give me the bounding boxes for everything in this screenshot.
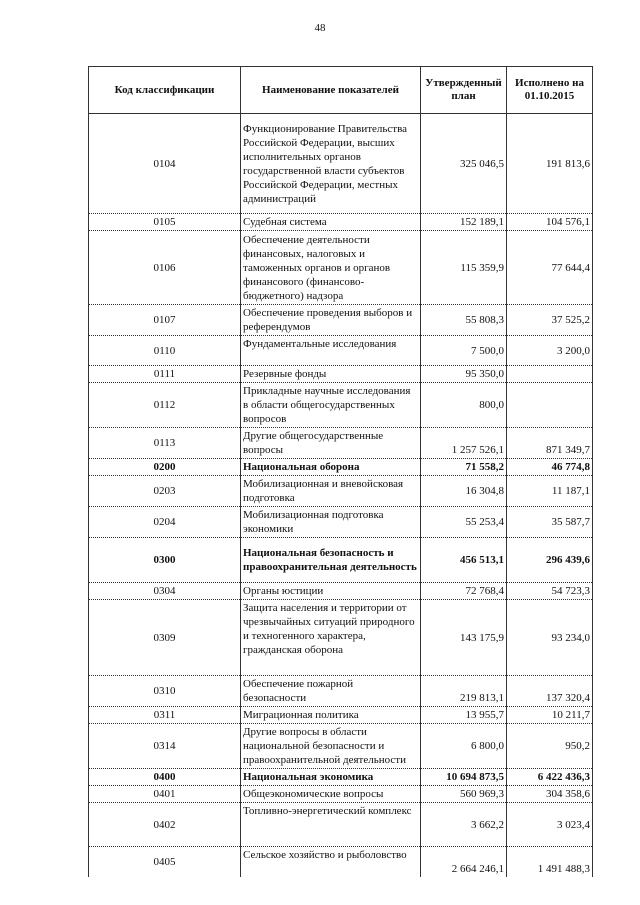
plan-cell: 1 257 526,1 [421,428,507,459]
plan-cell: 6 800,0 [421,724,507,769]
done-cell: 3 200,0 [507,336,593,366]
table-row [89,231,593,305]
name-cell: Мобилизационная и вневойсковая подготовка [241,476,421,507]
name-cell: Топливно-энергетический комплекс [241,803,421,847]
table-row [89,786,593,803]
plan-cell: 10 694 873,5 [421,769,507,786]
code-cell: 0311 [89,707,241,724]
name-cell: Мобилизационная подготовка экономики [241,507,421,538]
plan-cell: 71 558,2 [421,459,507,476]
done-cell: 137 320,4 [507,676,593,707]
name-cell: Другие вопросы в области национальной безопасности и правоохранительной деятельности [241,724,421,769]
column-header-plan: Утвержденный план [421,67,507,114]
done-cell: 296 439,6 [507,538,593,583]
table-row [89,676,593,707]
name-cell: Судебная система [241,214,421,231]
table-row [89,336,593,366]
done-cell: 37 525,2 [507,305,593,336]
column-header-code: Код классификации [89,67,241,114]
name-cell: Обеспечение деятельности финансовых, налоговых и таможенных органов и органов финансового (финансово-бюджетного) надзора [241,231,421,305]
code-cell: 0104 [89,114,241,214]
done-cell: 54 723,3 [507,583,593,600]
done-cell [507,383,593,428]
budget-table [88,66,593,877]
done-cell: 871 349,7 [507,428,593,459]
code-cell: 0203 [89,476,241,507]
name-cell: Резервные фонды [241,366,421,383]
name-cell: Защита населения и территории от чрезвычайных ситуаций природного и техногенного характера, гражданская оборона [241,600,421,676]
name-cell: Прикладные научные исследования в области общегосударственных вопросов [241,383,421,428]
table-row-section [89,459,593,476]
plan-cell: 13 955,7 [421,707,507,724]
done-cell: 3 023,4 [507,803,593,847]
done-cell: 93 234,0 [507,600,593,676]
code-cell: 0310 [89,676,241,707]
name-cell: Обеспечение проведения выборов и референдумов [241,305,421,336]
code-cell: 0309 [89,600,241,676]
code-cell: 0405 [89,847,241,877]
done-cell: 104 576,1 [507,214,593,231]
done-cell: 191 813,6 [507,114,593,214]
code-cell: 0200 [89,459,241,476]
table-row-section [89,538,593,583]
done-cell: 35 587,7 [507,507,593,538]
plan-cell: 800,0 [421,383,507,428]
plan-cell: 2 664 246,1 [421,847,507,877]
code-cell: 0113 [89,428,241,459]
name-cell: Органы юстиции [241,583,421,600]
code-cell: 0400 [89,769,241,786]
code-cell: 0112 [89,383,241,428]
table-header-row [89,67,593,114]
plan-cell: 219 813,1 [421,676,507,707]
name-cell: Фундаментальные исследования [241,336,421,366]
done-cell: 1 491 488,3 [507,847,593,877]
table-row [89,428,593,459]
table-row [89,366,593,383]
code-cell: 0204 [89,507,241,538]
done-cell: 10 211,7 [507,707,593,724]
code-cell: 0105 [89,214,241,231]
code-cell: 0111 [89,366,241,383]
table-row [89,724,593,769]
name-cell: Другие общегосударственные вопросы [241,428,421,459]
table-row [89,600,593,676]
done-cell: 950,2 [507,724,593,769]
name-cell: Национальная безопасность и правоохранительная деятельность [241,538,421,583]
done-cell: 6 422 436,3 [507,769,593,786]
column-header-name: Наименование показателей [241,67,421,114]
plan-cell: 95 350,0 [421,366,507,383]
done-cell: 46 774,8 [507,459,593,476]
column-header-done: Исполнено на 01.10.2015 [507,67,593,114]
plan-cell: 115 359,9 [421,231,507,305]
plan-cell: 3 662,2 [421,803,507,847]
name-cell: Общеэкономические вопросы [241,786,421,803]
done-cell: 304 358,6 [507,786,593,803]
plan-cell: 55 253,4 [421,507,507,538]
plan-cell: 325 046,5 [421,114,507,214]
plan-cell: 143 175,9 [421,600,507,676]
plan-cell: 152 189,1 [421,214,507,231]
name-cell: Сельское хозяйство и рыболовство [241,847,421,877]
table-row [89,803,593,847]
table-row [89,305,593,336]
code-cell: 0304 [89,583,241,600]
plan-cell: 7 500,0 [421,336,507,366]
table-row [89,507,593,538]
plan-cell: 55 808,3 [421,305,507,336]
code-cell: 0110 [89,336,241,366]
code-cell: 0107 [89,305,241,336]
name-cell: Национальная оборона [241,459,421,476]
done-cell: 11 187,1 [507,476,593,507]
code-cell: 0314 [89,724,241,769]
table-row [89,114,593,214]
name-cell: Миграционная политика [241,707,421,724]
plan-cell: 456 513,1 [421,538,507,583]
name-cell: Обеспечение пожарной безопасности [241,676,421,707]
code-cell: 0402 [89,803,241,847]
table-row [89,476,593,507]
done-cell: 77 644,4 [507,231,593,305]
table-row [89,583,593,600]
name-cell: Функционирование Правительства Российской Федерации, высших исполнительных органов государственной власти субъектов Российской Федерации, местных администраций [241,114,421,214]
page-number: 48 [314,22,326,34]
table-body [89,114,593,877]
plan-cell: 560 969,3 [421,786,507,803]
done-cell [507,366,593,383]
table-row [89,847,593,877]
table-row [89,707,593,724]
table-row [89,383,593,428]
code-cell: 0401 [89,786,241,803]
name-cell: Национальная экономика [241,769,421,786]
plan-cell: 72 768,4 [421,583,507,600]
code-cell: 0106 [89,231,241,305]
table-row-section [89,769,593,786]
code-cell: 0300 [89,538,241,583]
table-row [89,214,593,231]
plan-cell: 16 304,8 [421,476,507,507]
